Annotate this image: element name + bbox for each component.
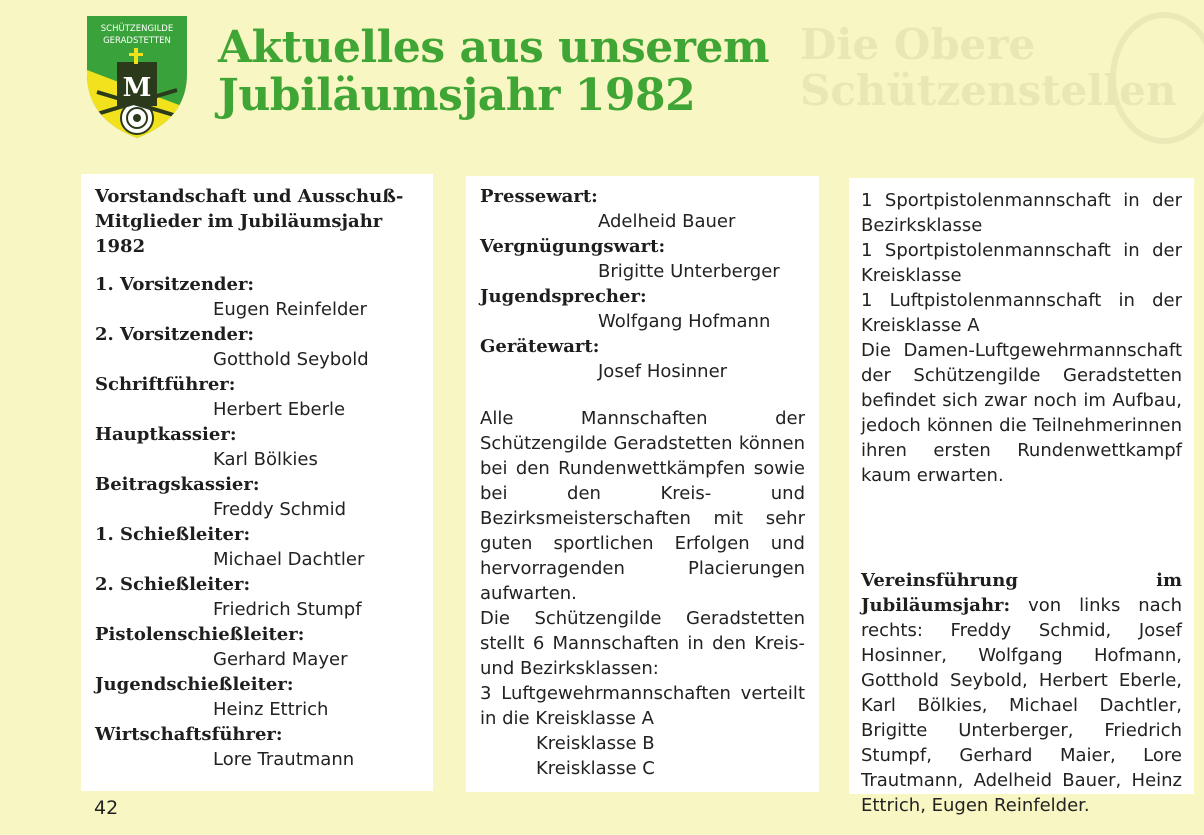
schuetzengilde-logo [83, 12, 191, 140]
role-entry [95, 622, 419, 672]
role-name: Heinz Ettrich [213, 699, 329, 720]
role-entry [95, 722, 419, 772]
air-pistol-team-line: 1 Luftpistolenmannschaft in der Kreisklasse A [861, 290, 1182, 336]
svg-text:M: M [122, 73, 152, 103]
role-name: Wolfgang Hofmann [598, 311, 771, 332]
role-entry [480, 184, 805, 234]
role-name: Michael Dachtler [213, 549, 365, 570]
column-teams-and-caption [849, 178, 1194, 816]
caption-heading: Vereinsführung im Jubiläumsjahr: [861, 570, 1182, 616]
role-label: Jugendsprecher: [480, 286, 647, 307]
role-entry [95, 472, 419, 522]
role-label: Vergnügungswart: [480, 236, 666, 257]
page-title [218, 24, 769, 120]
column-board-members [81, 174, 433, 791]
role-name: Brigitte Unterberger [598, 261, 780, 282]
role-name: Karl Bölkies [213, 449, 318, 470]
board-heading: Vorstandschaft und Ausschuß-Mitglieder im Jubiläumsjahr 1982 [95, 186, 404, 257]
role-label: Schriftführer: [95, 374, 236, 395]
pistol-team-line-1: 1 Sportpistolenmannschaft in der Bezirksklasse [861, 190, 1182, 236]
role-entry [95, 672, 419, 722]
role-entry [480, 234, 805, 284]
role-label: Pressewart: [480, 186, 598, 207]
role-label: Wirtschaftsführer: [95, 724, 283, 745]
role-entry [95, 272, 419, 322]
title-line-2: Jubiläumsjahr 1982 [218, 70, 696, 121]
caption-text: von links nach rechts: Freddy Schmid, Josef Hosinner, Wolfgang Hofmann, Gotthold Seybold, Herbert Eberle, Karl Bölkies, Michael Dachtler, Brigitte Unterberger, Friedrich Stumpf, Gerhard Maier, Lore Trautmann, Adelheid Bauer, Heinz Ettrich, Eugen Reinfelder. [861, 595, 1182, 816]
role-name: Lore Trautmann [213, 749, 355, 770]
role-name: Gotthold Seybold [213, 349, 369, 370]
role-entry [95, 372, 419, 422]
league-b: Kreisklasse B [536, 733, 655, 754]
teams-count-paragraph: Die Schützengilde Geradstetten stellt 6 Mannschaften in den Kreis- und Bezirksklassen: [480, 608, 805, 679]
role-entry [95, 522, 419, 572]
role-label: 2. Vorsitzender: [95, 324, 255, 345]
role-name: Herbert Eberle [213, 399, 346, 420]
ghost-line-1: Die Obere [800, 20, 1036, 69]
womens-team-paragraph: Die Damen-Luftgewehrmannschaft der Schützengilde Geradstetten befindet sich zwar noch im Aufbau, jedoch können die Teilnehmerinnen ihren ersten Rundenwettkampf kaum erwarten. [861, 340, 1182, 486]
ghost-line-2: Schützenstellen [800, 66, 1177, 115]
role-label: Hauptkassier: [95, 424, 237, 445]
role-label: 1. Vorsitzender: [95, 274, 255, 295]
title-line-1: Aktuelles aus unserem [218, 22, 770, 73]
role-name: Friedrich Stumpf [213, 599, 362, 620]
photo-caption [861, 568, 1182, 818]
role-name: Freddy Schmid [213, 499, 347, 520]
role-entry [95, 422, 419, 472]
role-entry [480, 334, 805, 384]
league-c: Kreisklasse C [536, 758, 655, 779]
role-label: Gerätewart: [480, 336, 600, 357]
role-name: Adelheid Bauer [598, 211, 736, 232]
page-number: 42 [94, 797, 119, 819]
role-entry [95, 322, 419, 372]
background-ghost-text [800, 22, 1200, 114]
role-name: Eugen Reinfelder [213, 299, 367, 320]
role-label: Beitragskassier: [95, 474, 260, 495]
pistol-team-line-2: 1 Sportpistolenmannschaft in der Kreisklasse [861, 240, 1182, 286]
logo-text-top: SCHÜTZENGILDE [100, 24, 174, 34]
role-name: Josef Hosinner [598, 361, 728, 382]
role-entry [480, 284, 805, 334]
role-label: 1. Schießleiter: [95, 524, 251, 545]
role-label: Pistolenschießleiter: [95, 624, 305, 645]
logo-text-bottom: GERADSTETTEN [103, 36, 171, 46]
role-name: Gerhard Mayer [213, 649, 348, 670]
role-label: Jugendschießleiter: [95, 674, 294, 695]
role-label: 2. Schießleiter: [95, 574, 251, 595]
teams-paragraph: Alle Mannschaften der Schützengilde Geradstetten können bei den Rundenwettkämpfen sowie bei den Kreis- und Bezirksmeisterschaften mit sehr guten sportlichen Erfolgen und hervorragenden Placierungen aufwarten. [480, 408, 805, 604]
rifle-teams-paragraph: 3 Luftgewehrmannschaften verteilt in die Kreisklasse A [480, 683, 805, 729]
column-more-members [466, 176, 819, 792]
role-entry [95, 572, 419, 622]
